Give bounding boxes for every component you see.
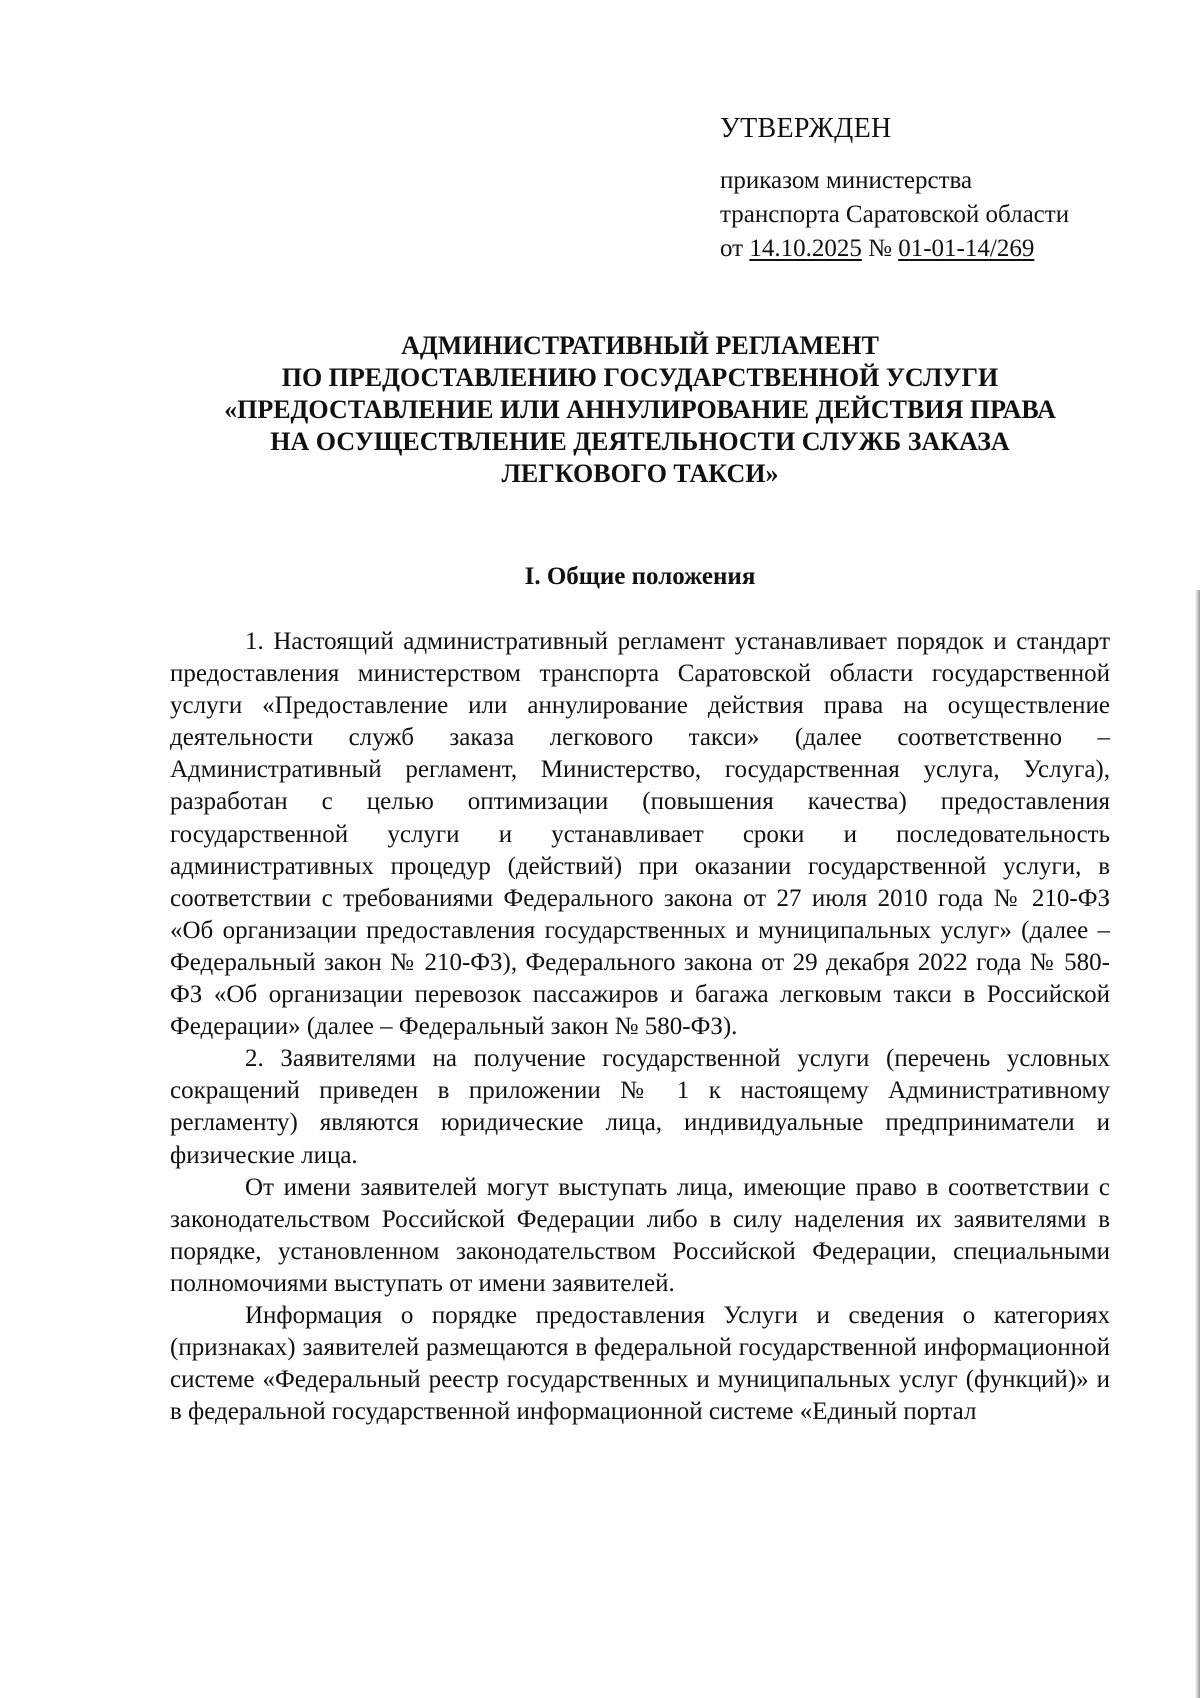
- paragraph-3: От имени заявителей могут выступать лица, имеющие право в соответствии с законодательством Российской Федерации либо в силу наделения их заявителями в порядке, установленном законодательством Российской Федерации, специальными полномочиями выступать от имени заявителей.: [170, 1173, 1110, 1297]
- approval-line-1: приказом министерства: [720, 167, 973, 194]
- title-line-3: «ПРЕДОСТАВЛЕНИЕ ИЛИ АННУЛИРОВАНИЕ ДЕЙСТВИЯ ПРАВА: [224, 395, 1056, 424]
- order-number: 01-01-14/269: [898, 235, 1035, 262]
- title-line-4: НА ОСУЩЕСТВЛЕНИЕ ДЕЯТЕЛЬНОСТИ СЛУЖБ ЗАКАЗА: [270, 427, 1010, 456]
- paragraph-2: 2. Заявителями на получение государственной услуги (перечень условных сокращений приведен в приложении № 1 к настоящему Административному регламенту) являются юридические лица, индивидуальные предприниматели и физические лица.: [170, 1045, 1110, 1169]
- title-line-1: АДМИНИСТРАТИВНЫЙ РЕГЛАМЕНТ: [401, 331, 879, 360]
- order-date: 14.10.2025: [749, 235, 862, 262]
- number-sign: №: [868, 235, 892, 262]
- paragraph-4: Информация о порядке предоставления Услуги и сведения о категориях (признаках) заявителей размещаются в федеральной государственной информационной системе «Федеральный реестр государственных и муниципальных услуг (функций)» и в федеральной государственной информационной системе «Единый портал: [170, 1301, 1110, 1426]
- approval-block: [720, 110, 1190, 266]
- paragraph-1: 1. Настоящий административный регламент устанавливает порядок и стандарт предоставления министерством транспорта Саратовской области государственной услуги «Предоставление или аннулирование действия права на осуществление деятельности служб заказа легкового такси» (далее соответственно – Административный регламент, Министерство, государственная услуга, Услуга), разработан с целью оптимизации (повышения качества) предоставления государственной услуги и устанавливает сроки и последовательность административных процедур (действий) при оказании государственной услуги, в соответствии с требованиями Федерального закона от 27 июля 2010 года № 210-ФЗ «Об организации предоставления государственных и муниципальных услуг» (далее – Федеральный закон № 210-ФЗ), Федерального закона от 29 декабря 2022 года № 580-ФЗ «Об организации перевозок пассажиров и багажа легковым такси в Российской Федерации» (далее – Федеральный закон № 580-ФЗ).: [170, 628, 1110, 1041]
- document-title: [170, 330, 1110, 490]
- date-prefix: от: [720, 235, 744, 262]
- title-line-5: ЛЕГКОВОГО ТАКСИ»: [501, 459, 779, 488]
- approval-line-2: транспорта Саратовской области: [720, 201, 1070, 228]
- section-heading: I. Общие положения: [524, 563, 756, 590]
- document-body: [170, 626, 1110, 1428]
- title-line-2: ПО ПРЕДОСТАВЛЕНИЮ ГОСУДАРСТВЕННОЙ УСЛУГИ: [281, 363, 999, 392]
- approval-date-line: [720, 232, 1190, 266]
- approval-heading: УТВЕРЖДЕН: [720, 113, 892, 144]
- scan-edge-shadow: [1195, 590, 1200, 1698]
